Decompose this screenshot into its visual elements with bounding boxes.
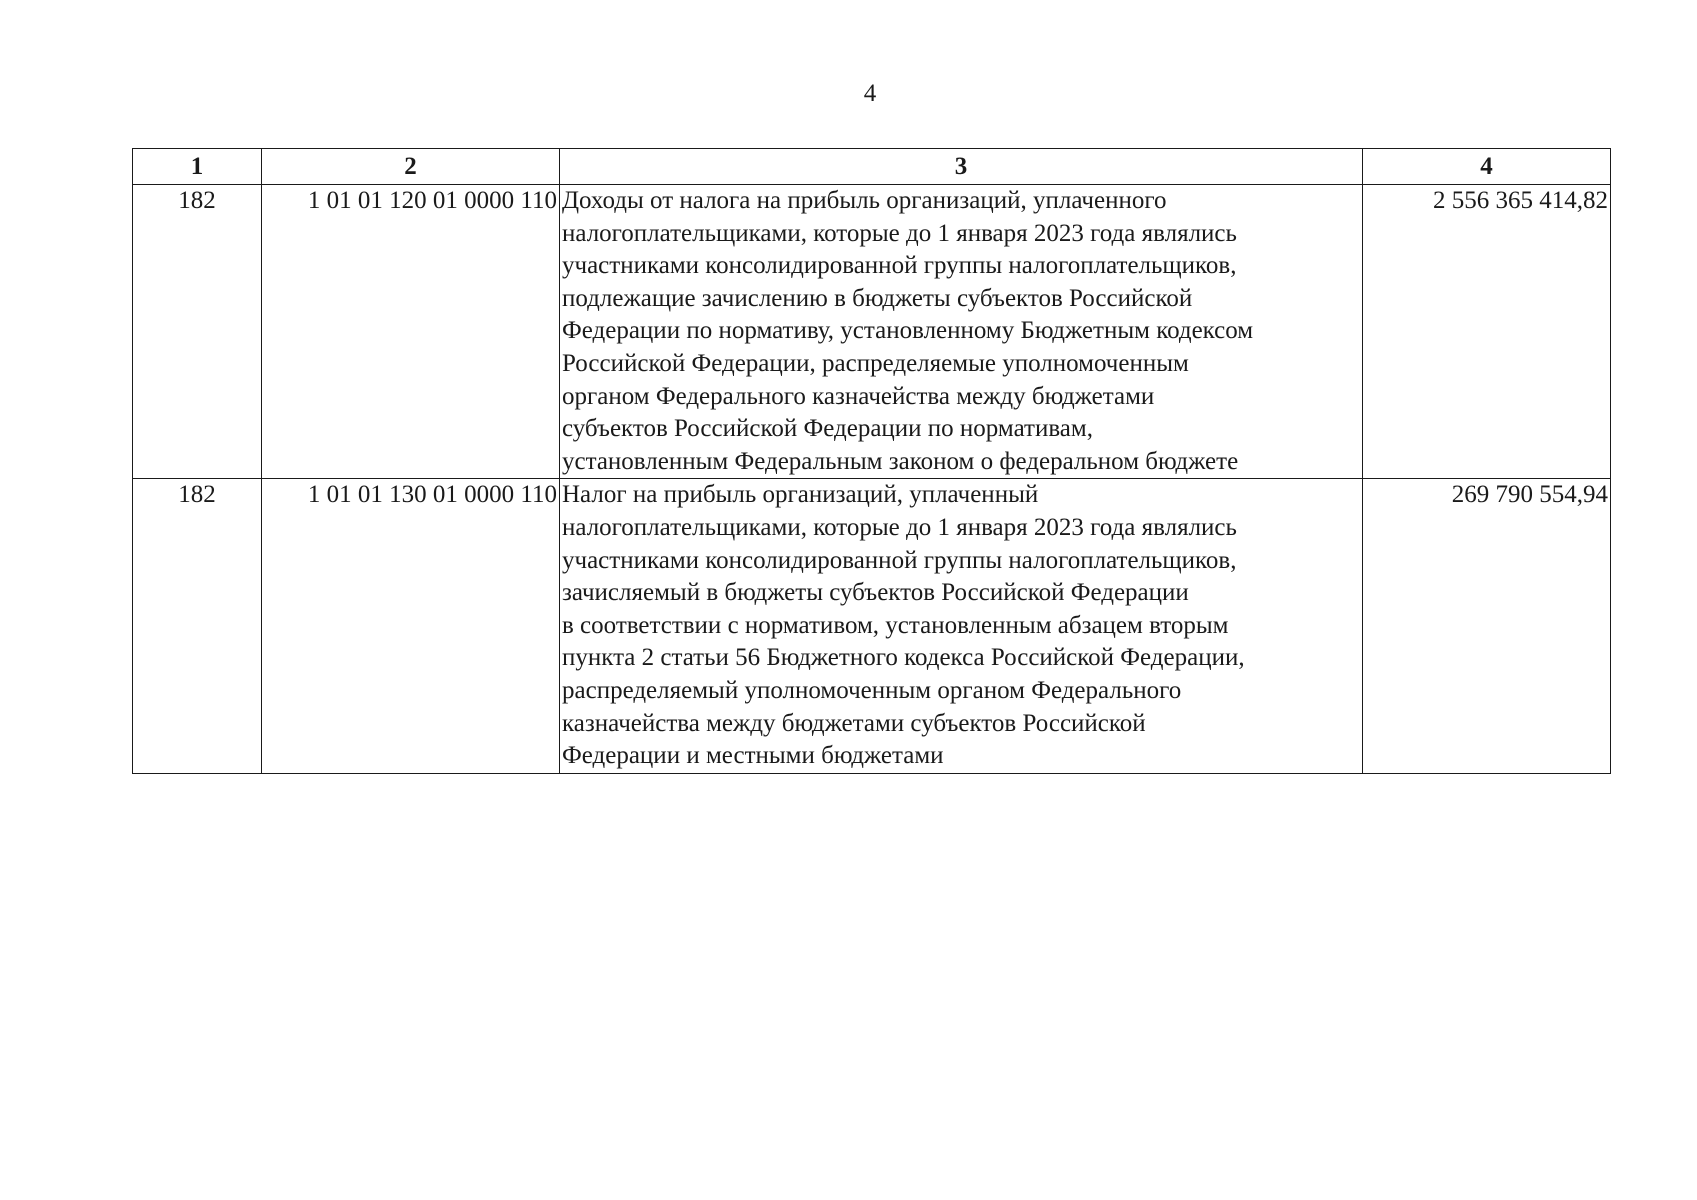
description-line: участниками консолидированной группы налогоплательщиков, bbox=[562, 546, 1237, 574]
description-cell bbox=[560, 479, 1363, 773]
column-header-3: 3 bbox=[560, 149, 1363, 185]
budget-revenue-table bbox=[132, 148, 1611, 774]
description-line: подлежащие зачислению в бюджеты субъектов Российской bbox=[562, 284, 1193, 312]
amount-cell: 2 556 365 414,82 bbox=[1363, 185, 1611, 479]
description-line: установленным Федеральным законом о федеральном бюджете bbox=[562, 447, 1239, 475]
description-line: в соответствии с нормативом, установленным абзацем вторым bbox=[562, 611, 1229, 639]
description-line: участниками консолидированной группы налогоплательщиков, bbox=[562, 252, 1237, 280]
description-line: Налог на прибыль организаций, уплаченный bbox=[562, 481, 1039, 509]
description-line: Доходы от налога на прибыль организаций, уплаченного bbox=[562, 187, 1167, 214]
table-header-row bbox=[133, 149, 1611, 185]
description-line: Российской Федерации, распределяемые уполномоченным bbox=[562, 349, 1189, 377]
description-line: субъектов Российской Федерации по нормативам, bbox=[562, 415, 1093, 443]
description-line: зачисляемый в бюджеты субъектов Российской Федерации bbox=[562, 579, 1189, 607]
column-header-2: 2 bbox=[262, 149, 560, 185]
description-line: казначейства между бюджетами субъектов Российской bbox=[562, 709, 1146, 737]
budget-classification-code-cell: 1 01 01 130 01 0000 110 bbox=[262, 479, 560, 773]
table-row bbox=[133, 479, 1611, 773]
description-line: органом Федерального казначейства между бюджетами bbox=[562, 382, 1155, 410]
description-line: Федерации по нормативу, установленному Бюджетным кодексом bbox=[562, 317, 1254, 345]
amount-cell: 269 790 554,94 bbox=[1363, 479, 1611, 773]
description-line: пункта 2 статьи 56 Бюджетного кодекса Российской Федерации, bbox=[562, 644, 1245, 672]
column-header-4: 4 bbox=[1363, 149, 1611, 185]
column-header-1: 1 bbox=[133, 149, 262, 185]
page-number: 4 bbox=[863, 80, 877, 107]
description-line: налогоплательщиками, которые до 1 января 2023 года являлись bbox=[562, 219, 1237, 247]
admin-code-cell: 182 bbox=[133, 479, 262, 773]
description-line: Федерации и местными бюджетами bbox=[562, 742, 944, 770]
description-cell bbox=[560, 185, 1363, 479]
description-line: распределяемый уполномоченным органом Федерального bbox=[562, 676, 1182, 704]
table-header bbox=[133, 149, 1611, 185]
budget-classification-code-cell: 1 01 01 120 01 0000 110 bbox=[262, 185, 560, 479]
admin-code-cell: 182 bbox=[133, 185, 262, 479]
table-body bbox=[133, 185, 1611, 774]
table-row bbox=[133, 185, 1611, 479]
description-line: налогоплательщиками, которые до 1 января 2023 года являлись bbox=[562, 513, 1237, 541]
